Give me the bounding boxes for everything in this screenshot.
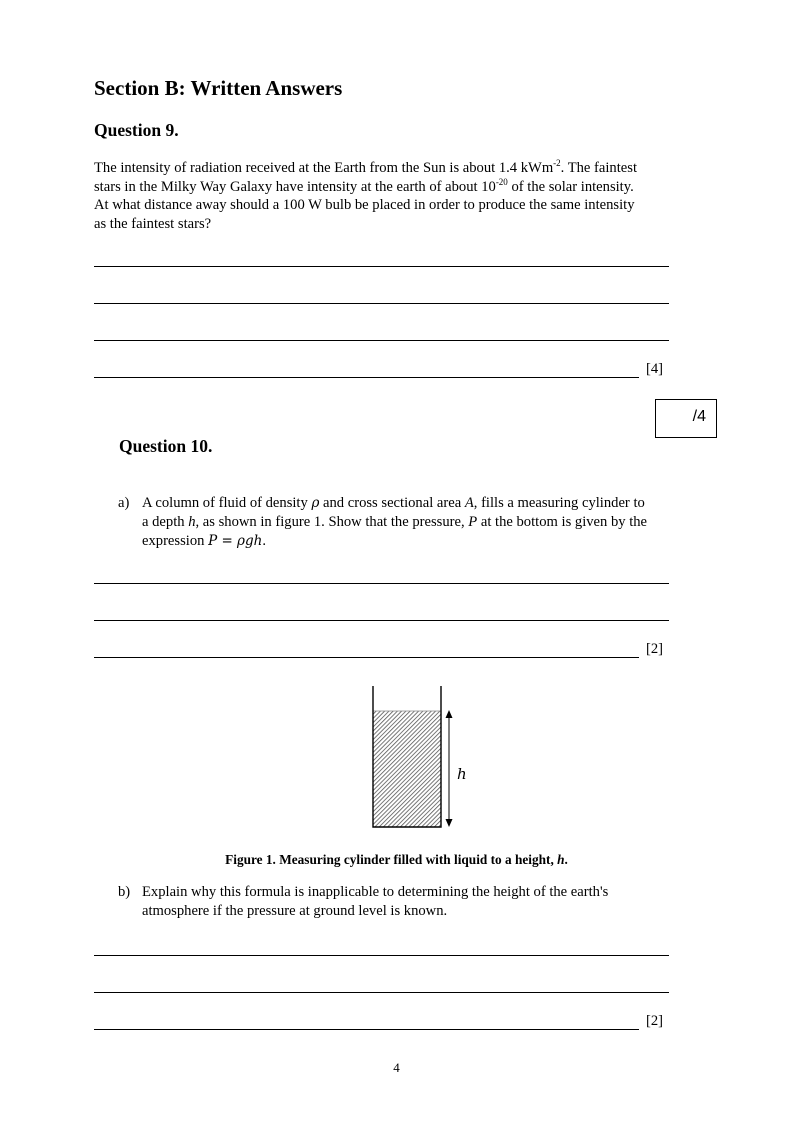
answer-line[interactable]: [94, 377, 639, 378]
superscript: -20: [495, 176, 508, 187]
answer-line[interactable]: [94, 657, 639, 658]
text-run: A column of fluid of density: [142, 495, 312, 511]
text-line: [142, 494, 708, 513]
page-number: 4: [393, 1060, 400, 1075]
text-run: of the solar intensity.: [507, 178, 634, 195]
text-run: as the faintest stars?: [94, 216, 212, 233]
text-run: and cross sectional area: [319, 495, 465, 511]
question-9-text: [94, 159, 714, 234]
text-line: [142, 513, 708, 532]
text-run: stars in the Milky Way Galaxy have intensity at the earth of about 10: [94, 178, 496, 195]
question-10b: [118, 883, 708, 923]
answer-line[interactable]: [94, 266, 669, 267]
text-run: , fills a measuring cylinder to: [473, 495, 645, 511]
question-10a-marks: [2]: [646, 641, 664, 657]
text-run: at the bottom is given by the: [477, 513, 648, 530]
text-run: .: [564, 852, 568, 867]
math-symbol: P: [468, 513, 478, 530]
q9-text-line: [94, 178, 714, 197]
text-run: . The faintest: [560, 160, 637, 176]
math-symbol: h: [188, 513, 196, 530]
math-expression: P = ρgh: [208, 532, 263, 549]
q9-text-line: [94, 215, 714, 234]
question-10-title: Question 10.: [119, 436, 213, 456]
text-line: [142, 532, 708, 551]
text-line: Explain why this formula is inapplicable to determining the height of the earth's: [142, 884, 609, 900]
answer-line[interactable]: [94, 992, 669, 993]
question-10a: [118, 494, 708, 554]
section-title: Section B: Written Answers: [94, 76, 343, 100]
text-run: The intensity of radiation received at the Earth from the Sun is about 1.4 kWm: [94, 160, 554, 176]
superscript: -2: [553, 158, 561, 168]
answer-line[interactable]: [94, 583, 669, 584]
answer-line[interactable]: [94, 620, 669, 621]
question-10a-text: [142, 494, 708, 550]
part-label: a): [118, 495, 130, 511]
answer-line[interactable]: [94, 340, 669, 341]
math-symbol: A: [464, 495, 474, 511]
math-symbol: h: [557, 852, 565, 867]
question-9-title: Question 9.: [94, 120, 179, 140]
text-run: Figure 1. Measuring cylinder filled with liquid to a height,: [225, 852, 558, 867]
height-label: h: [457, 765, 467, 783]
answer-line[interactable]: [94, 955, 669, 956]
text-run: a depth: [142, 513, 189, 530]
arrow-down-icon: [446, 819, 453, 827]
q9-text-line: [94, 196, 714, 215]
text-run: expression: [142, 532, 209, 549]
liquid-column: [373, 711, 441, 827]
math-symbol: ρ: [311, 495, 320, 511]
question-10b-text: [142, 883, 708, 921]
text-run: At what distance away should a 100 W bulb be placed in order to produce the same intensity: [94, 197, 635, 214]
text-run: , as shown in figure 1. Show that the pressure,: [195, 513, 469, 530]
figure-caption: [0, 852, 793, 868]
arrow-up-icon: [446, 710, 453, 718]
text-line: atmosphere if the pressure at ground level is known.: [142, 902, 448, 919]
measuring-cylinder-figure: [360, 680, 480, 835]
question-9-total-box: [655, 399, 717, 438]
q9-text-line: [94, 159, 714, 178]
question-10b-marks: [2]: [646, 1013, 664, 1029]
answer-line[interactable]: [94, 303, 669, 304]
answer-line[interactable]: [94, 1029, 639, 1030]
total-marks-label: /4: [692, 408, 706, 425]
text-run: .: [262, 532, 266, 549]
question-9-marks: [4]: [646, 361, 664, 377]
part-label: b): [118, 884, 131, 900]
